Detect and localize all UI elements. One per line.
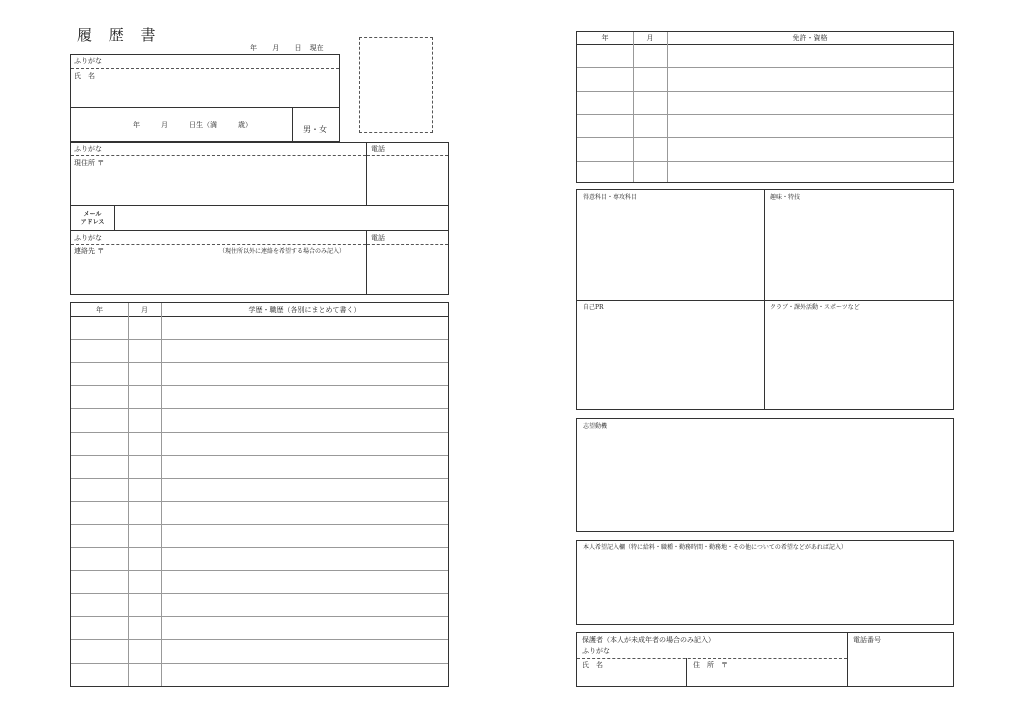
history-heading: 学歴・職歴（各別にまとめて書く） <box>248 306 361 314</box>
licenses-month-header: 月 <box>646 34 654 42</box>
page-title: 履 歴 書 <box>77 26 162 44</box>
history-row-line <box>71 362 448 363</box>
guardian-furigana-label: ふりがな <box>582 647 610 655</box>
gender-label: 男・女 <box>303 125 327 134</box>
history-row-line <box>71 501 448 502</box>
guardian-name-label: 氏 名 <box>582 661 603 669</box>
contact-phone-label: 電話 <box>371 234 385 242</box>
history-row-line <box>71 339 448 340</box>
address-furigana-label: ふりがな <box>74 145 102 153</box>
requests-box[interactable] <box>576 540 954 625</box>
education-work-history-table[interactable] <box>70 302 449 687</box>
self-pr-label: 自己PR <box>583 304 604 311</box>
name-field[interactable] <box>70 54 340 108</box>
birthdate-field[interactable] <box>70 107 293 142</box>
history-row-line <box>71 570 448 571</box>
guardian-box[interactable] <box>576 632 954 687</box>
address-phone-label: 電話 <box>371 145 385 153</box>
license-row-line <box>577 137 953 138</box>
license-row-line <box>577 67 953 68</box>
history-row-line <box>71 478 448 479</box>
guardian-phone-label: 電話番号 <box>853 636 881 644</box>
gender-field[interactable] <box>292 107 340 142</box>
history-row-line <box>71 639 448 640</box>
license-row-line <box>577 91 953 92</box>
contact-phone-field[interactable] <box>366 230 449 295</box>
contact-label: 連絡先 〒 <box>74 247 105 255</box>
history-month-header: 月 <box>141 306 148 314</box>
history-row-line <box>71 408 448 409</box>
birthdate-label: 年 月 日生（満 歳） <box>133 121 252 129</box>
licenses-table[interactable] <box>576 31 954 183</box>
licenses-heading: 免許・資格 <box>792 34 828 42</box>
name-label: 氏 名 <box>74 72 95 80</box>
guardian-address-label: 住 所 〒 <box>693 661 728 669</box>
contact-note: （現住所以外に連絡を希望する場合のみ記入） <box>219 248 346 255</box>
name-furigana-label: ふりがな <box>74 57 102 65</box>
current-date-line[interactable]: 年 月 日 現在 <box>250 44 324 52</box>
history-row-line <box>71 455 448 456</box>
licenses-year-header: 年 <box>601 34 609 42</box>
history-year-header: 年 <box>96 306 103 314</box>
contact-field[interactable] <box>70 230 367 295</box>
guardian-heading: 保護者（本人が未成年者の場合のみ記入） <box>582 636 715 644</box>
address-phone-field[interactable] <box>366 142 449 206</box>
history-row-line <box>71 593 448 594</box>
history-row-line <box>71 547 448 548</box>
skills-box[interactable] <box>576 189 954 410</box>
requests-label: 本人希望記入欄（特に給料・職種・勤務時間・勤務地・その他についての希望などがあれば記入） <box>583 544 847 551</box>
email-label-line2: アドレス <box>80 219 105 226</box>
address-field[interactable] <box>70 142 367 206</box>
license-row-line <box>577 114 953 115</box>
subjects-label: 得意科目・専攻科目 <box>583 194 638 201</box>
email-field[interactable] <box>70 205 449 231</box>
address-label: 現住所 〒 <box>74 159 105 167</box>
motivation-label: 志望動機 <box>583 423 608 430</box>
history-row-line <box>71 385 448 386</box>
license-row-line <box>577 161 953 162</box>
history-row-line <box>71 524 448 525</box>
clubs-label: クラブ・課外活動・スポーツなど <box>770 304 860 311</box>
history-row-line <box>71 432 448 433</box>
history-row-line <box>71 663 448 664</box>
motivation-box[interactable] <box>576 418 954 532</box>
contact-furigana-label: ふりがな <box>74 234 102 242</box>
hobbies-label: 趣味・特技 <box>770 194 801 201</box>
email-label-line1: メール <box>83 211 102 218</box>
photo-area[interactable] <box>359 37 433 133</box>
history-row-line <box>71 616 448 617</box>
